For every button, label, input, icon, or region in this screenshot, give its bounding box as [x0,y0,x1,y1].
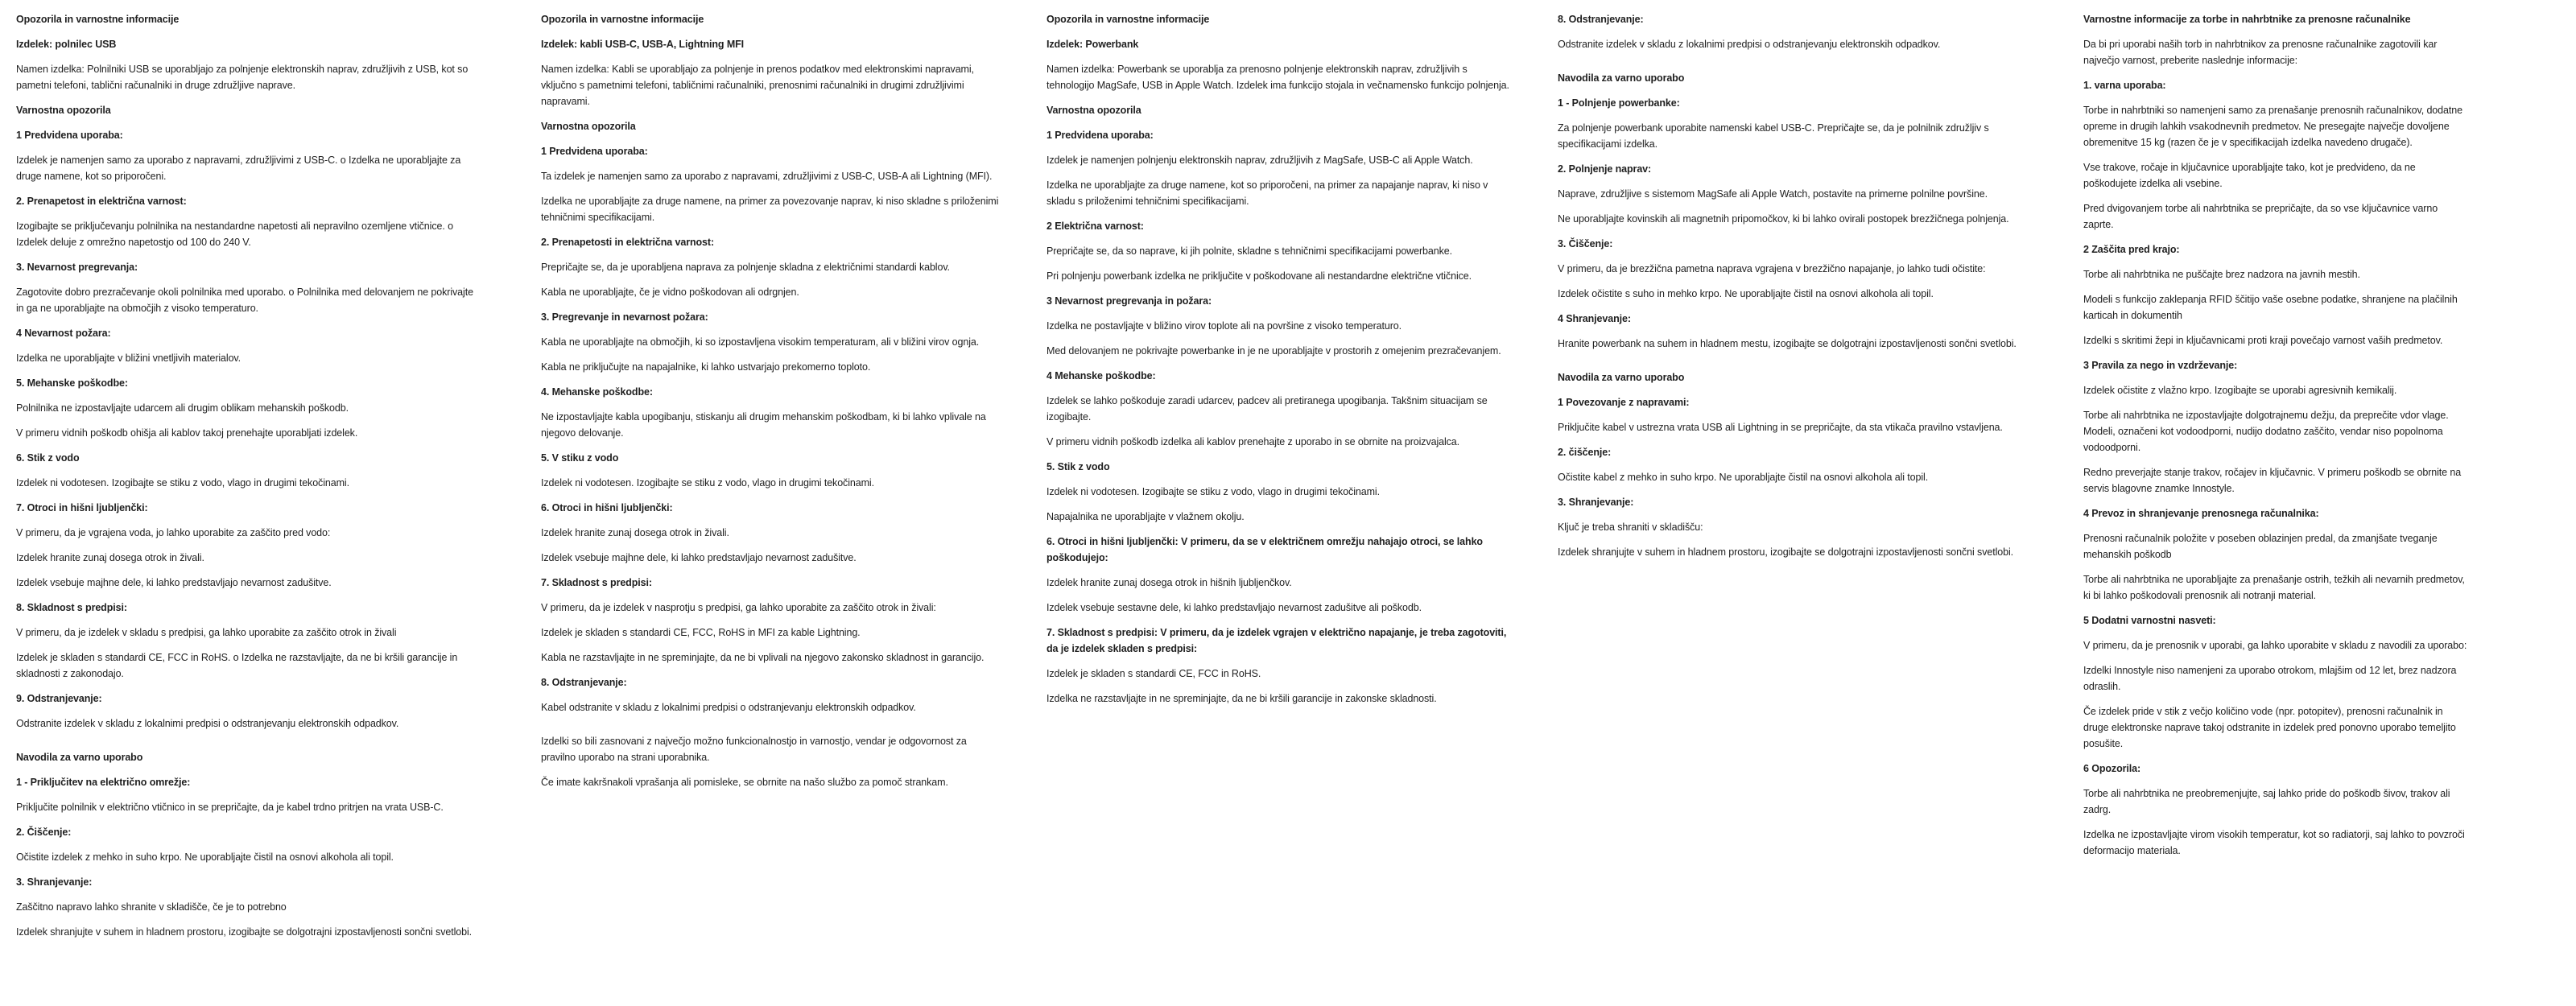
section-heading: 1 Predvidena uporaba: [1046,130,1154,141]
paragraph: Da bi pri uporabi naših torb in nahrbtnikov za prenosne računalnike zagotovili kar največjo varnost, preberite naslednje informacije: [2083,39,2438,66]
column-powerbank [1046,11,1509,715]
section-heading: 2. Čiščenje: [16,827,72,838]
section-heading: Izdelek: Powerbank [1046,39,1139,50]
paragraph: Izdelka ne izpostavljajte virom visokih temperatur, kot so radiatorji, saj lahko to povzroči deformacijo materiala. [2083,829,2465,856]
section-heading: Izdelek: kabli USB-C, USB-A, Lightning MFI [541,39,745,50]
paragraph: V primeru vidnih poškodb ohišja ali kablov takoj prenehajte uporabljati izdelek. [16,427,358,439]
paragraph: Izdelki Innostyle niso namenjeni za uporabo otrokom, mlajšim od 12 let, brez nadzora odraslih. [2083,665,2457,692]
section-heading: Navodila za varno uporabo [16,752,143,763]
section-heading: 5. Mehanske poškodbe: [16,377,128,389]
paragraph: Prepričajte se, da je uporabljena naprava za polnjenje skladna z električnimi standardi kablov. [541,262,950,273]
section-heading: 7. Skladnost s predpisi: [541,577,652,588]
paragraph: Odstranite izdelek v skladu z lokalnimi predpisi o odstranjevanju elektronskih odpadkov. [16,718,399,729]
section-heading: 1 - Polnjenje powerbanke: [1558,97,1680,109]
paragraph: Izdelek je skladen s standardi CE, FCC, RoHS in MFI za kable Lightning. [541,627,861,638]
paragraph: Izdelek shranjujte v suhem in hladnem prostoru, izogibajte se dolgotrajni izpostavljenosti sončni svetlobi. [1558,546,2014,558]
section-heading: 6 Opozorila: [2083,763,2141,774]
paragraph: Za polnjenje powerbank uporabite namenski kabel USB-C. Prepričajte se, da je polnilnik združljiv s specifikacijami izdelka. [1558,122,1989,150]
column-laptop-bags [2083,11,2468,868]
paragraph: Zagotovite dobro prezračevanje okoli polnilnika med uporabo. o Polnilnika med delovanjem ne pokrivajte in ga ne uporabljajte na območjih z visoko temperaturo. [16,287,473,314]
section-heading: 2. Prenapetosti in električna varnost: [541,237,715,248]
paragraph: Priključite kabel v ustrezna vrata USB ali Lightning in se prepričajte, da sta vtikača pravilno vstavljena. [1558,422,2003,433]
section-heading: Varnostna opozorila [541,121,636,132]
paragraph: Modeli s funkcijo zaklepanja RFID ščitijo vaše osebne podatke, shranjene na plačilnih karticah in dokumentih [2083,294,2458,321]
paragraph: Izdelki s skritimi žepi in ključavnicami proti kraji povečajo varnost vaših predmetov. [2083,335,2443,346]
paragraph: Izdelek se lahko poškoduje zaradi udarcev, padcev ali pretiranega upogibanja. Takšnim situacijam se izogibajte. [1046,395,1488,423]
paragraph: Ne uporabljajte kovinskih ali magnetnih pripomočkov, ki bi lahko ovirali postopek brezžičnega polnjenja. [1558,213,2009,225]
section-heading: 1 Predvidena uporaba: [16,130,123,141]
paragraph: Pred dvigovanjem torbe ali nahrbtnika se prepričajte, da so vse ključavnice varno zaprte. [2083,203,2438,230]
paragraph: Očistite izdelek z mehko in suho krpo. Ne uporabljajte čistil na osnovi alkohola ali topil. [16,851,394,863]
section-heading: Opozorila in varnostne informacije [541,14,704,25]
paragraph: Kabla ne uporabljajte, če je vidno poškodovan ali odrgnjen. [541,287,799,298]
paragraph: V primeru, da je izdelek v skladu s predpisi, ga lahko uporabite za zaščito otrok in živali [16,627,397,638]
section-heading: Opozorila in varnostne informacije [1046,14,1210,25]
section-heading: 6. Otroci in hišni ljubljenčki: V primeru, da se v električnem omrežju nahajajo otroci, se lahko poškodujejo: [1046,536,1483,563]
paragraph: Izdelek ni vodotesen. Izogibajte se stiku z vodo, vlago in drugimi tekočinami. [541,477,874,489]
section-heading: 4 Prevoz in shranjevanje prenosnega računalnika: [2083,508,2319,519]
section-heading: 7. Otroci in hišni ljubljenčki: [16,502,148,513]
paragraph: Prenosni računalnik položite v poseben oblazinjen predal, da zmanjšate tveganje mehanskih poškodb [2083,533,2438,560]
section-heading: 3. Shranjevanje: [16,876,93,888]
section-heading: 4 Shranjevanje: [1558,313,1631,324]
section-heading: 4 Nevarnost požara: [16,328,111,339]
section-heading: 2. Polnjenje naprav: [1558,163,1652,175]
section-heading: Navodila za varno uporabo [1558,72,1685,84]
paragraph: Zaščitno napravo lahko shranite v skladišče, če je to potrebno [16,901,287,913]
paragraph: Izdelek vsebuje sestavne dele, ki lahko predstavljajo nevarnost zadušitve ali poškodb. [1046,602,1422,613]
paragraph: Ključ je treba shraniti v skladišču: [1558,522,1703,533]
paragraph: Kabel odstranite v skladu z lokalnimi predpisi o odstranjevanju elektronskih odpadkov. [541,702,916,713]
paragraph: Izdelek vsebuje majhne dele, ki lahko predstavljajo nevarnost zadušitve. [541,552,857,563]
section-heading: 4 Mehanske poškodbe: [1046,370,1156,381]
section-heading: 2 Zaščita pred krajo: [2083,244,2180,255]
paragraph: Redno preverjajte stanje trakov, ročajev in ključavnic. V primeru poškodb se obrnite na servis blagovne znamke Innostyle. [2083,467,2462,494]
section-heading: Varnostna opozorila [1046,105,1141,116]
section-heading: 1 - Priključitev na električno omrežje: [16,777,191,788]
section-heading: 2. Prenapetost in električna varnost: [16,196,187,207]
paragraph: Izdelek očistite s suho in mehko krpo. Ne uporabljajte čistil na osnovi alkohola ali topil. [1558,288,1934,299]
paragraph: V primeru, da je vgrajena voda, jo lahko uporabite za zaščito pred vodo: [16,527,331,538]
section-heading: 3 Nevarnost pregrevanja in požara: [1046,295,1212,307]
paragraph: Če izdelek pride v stik z večjo količino vode (npr. potopitev), prenosni računalnik in druge elektronske naprave takoj odstranite in izdelek pred ponovno uporabo temeljito posušite. [2083,706,2456,749]
paragraph: Torbe ali nahrbtnika ne preobremenjujte, saj lahko pride do poškodb šivov, trakov ali zadrg. [2083,788,2450,815]
paragraph: Izdelki so bili zasnovani z največjo možno funkcionalnostjo in varnostjo, vendar je odgovornost za pravilno uporabo na strani uporabnika. [541,736,967,763]
paragraph: Izdelek ni vodotesen. Izogibajte se stiku z vodo, vlago in drugimi tekočinami. [1046,486,1380,497]
section-heading: 5 Dodatni varnostni nasveti: [2083,615,2216,626]
paragraph: Izdelka ne uporabljajte za druge namene, kot so priporočeni, na primer za napajanje naprav, ki niso v skladu s priloženimi tehničnimi specifikacijami. [1046,179,1488,207]
paragraph: Vse trakove, ročaje in ključavnice uporabljajte tako, kot je predvideno, da ne poškodujete izdelka ali vsebine. [2083,162,2416,189]
paragraph: Izogibajte se priključevanju polnilnika na nestandardne napetosti ali nepravilno ozemljene vtičnice. o Izdelek deluje z omrežno napetostjo od 100 do 240 V. [16,221,453,248]
column-charger [16,11,479,949]
paragraph: Torbe ali nahrbtnika ne puščajte brez nadzora na javnih mestih. [2083,269,2360,280]
paragraph: Torbe in nahrbtniki so namenjeni samo za prenašanje prenosnih računalnikov, dodatne opreme in drugih lahkih vsakodnevnih predmetov. Ne presegajte največje dovoljene obremenitve 15 kg (razen če je v specifikacijah izdelka navedeno drugače). [2083,105,2462,148]
section-heading: 1 Povezovanje z napravami: [1558,397,1690,408]
section-heading: Izdelek: polnilec USB [16,39,117,50]
section-heading: 8. Odstranjevanje: [1558,14,1644,25]
paragraph: Izdelka ne uporabljajte za druge namene, na primer za povezovanje naprav, ki niso skladne s priloženimi tehničnimi specifikacijami. [541,196,999,223]
section-heading: 2 Električna varnost: [1046,221,1144,232]
section-heading: 3 Pravila za nego in vzdrževanje: [2083,360,2238,371]
paragraph: Kabla ne uporabljajte na območjih, ki so izpostavljena visokim temperaturam, ali v bližini virov ognja. [541,336,980,348]
paragraph: Kabla ne priključujte na napajalnike, ki lahko ustvarjajo prekomerno toploto. [541,361,871,373]
paragraph: Napajalnika ne uporabljajte v vlažnem okolju. [1046,511,1245,522]
section-heading: 3. Shranjevanje: [1558,497,1634,508]
paragraph: Pri polnjenju powerbank izdelka ne priključite v poškodovane ali nestandardne električne vtičnice. [1046,270,1472,282]
paragraph: Izdelka ne razstavljajte in ne spreminjajte, da ne bi kršili garancije in zakonske skladnosti. [1046,693,1437,704]
section-heading: 7. Skladnost s predpisi: V primeru, da je izdelek vgrajen v električno napajanje, je treba zagotoviti, da je izdelek skladen s predpisi: [1046,627,1507,654]
section-heading: 3. Čiščenje: [1558,238,1613,249]
paragraph: Namen izdelka: Powerbank se uporablja za prenosno polnjenje elektronskih naprav, združljivih s tehnologijo MagSafe, USB in Apple Watch. Izdelek ima funkcijo stojala in večnamensko funkcijo polnjenja. [1046,64,1509,91]
section-heading: 8. Skladnost s predpisi: [16,602,127,613]
paragraph: Prepričajte se, da so naprave, ki jih polnite, skladne s tehničnimi specifikacijami powerbanke. [1046,245,1452,257]
paragraph: Odstranite izdelek v skladu z lokalnimi predpisi o odstranjevanju elektronskih odpadkov. [1558,39,1941,50]
paragraph: V primeru, da je izdelek v nasprotju s predpisi, ga lahko uporabite za zaščito otrok in živali: [541,602,936,613]
section-heading: 1 Predvidena uporaba: [541,146,648,157]
paragraph: Ta izdelek je namenjen samo za uporabo z napravami, združljivimi z USB-C, USB-A ali Lightning (MFI). [541,171,993,182]
paragraph: Namen izdelka: Kabli se uporabljajo za polnjenje in prenos podatkov med elektronskimi napravami, vključno s pametnimi telefoni, tabličnimi računalniki, prenosnimi računalniki in drugimi združljivimi napravami. [541,64,974,107]
section-heading: Varnostne informacije za torbe in nahrbtnike za prenosne računalnike [2083,14,2411,25]
paragraph: Izdelek je namenjen polnjenju elektronskih naprav, združljivih z MagSafe, USB-C ali Apple Watch. [1046,155,1473,166]
paragraph: Torbe ali nahrbtnika ne izpostavljajte dolgotrajnemu dežju, da preprečite vdor vlage. Modeli, označeni kot vodoodporni, nudijo dodatno zaščito, vendar niso popolnoma vodoodporni. [2083,410,2449,453]
paragraph: Izdelek očistite z vlažno krpo. Izogibajte se uporabi agresivnih kemikalij. [2083,385,2397,396]
section-heading: 2. čiščenje: [1558,447,1612,458]
paragraph: Naprave, združljive s sistemom MagSafe ali Apple Watch, postavite na primerne polnilne površine. [1558,188,1988,200]
paragraph: Izdelek hranite zunaj dosega otrok in živali. [16,552,204,563]
paragraph: Očistite kabel z mehko in suho krpo. Ne uporabljajte čistil na osnovi alkohola ali topil. [1558,472,1929,483]
paragraph: Izdelek vsebuje majhne dele, ki lahko predstavljajo nevarnost zadušitve. [16,577,332,588]
paragraph: Izdelek hranite zunaj dosega otrok in živali. [541,527,729,538]
section-heading: Navodila za varno uporabo [1558,372,1685,383]
paragraph: V primeru, da je prenosnik v uporabi, ga lahko uporabite v skladu z navodili za uporabo: [2083,640,2467,651]
paragraph: V primeru vidnih poškodb izdelka ali kablov prenehajte z uporabo in se obrnite na proizvajalca. [1046,436,1460,447]
paragraph: Ne izpostavljajte kabla upogibanju, stiskanju ali drugim mehanskim poškodbam, ki bi lahko vplivale na njegovo delovanje. [541,411,986,439]
paragraph: Namen izdelka: Polnilniki USB se uporabljajo za polnjenje elektronskih naprav, združljivih z USB, kot so pametni telefoni, tablični računalniki in druge združljive naprave. [16,64,469,91]
paragraph: Izdelka ne postavljajte v bližino virov toplote ali na površine z visoko temperaturo. [1046,320,1402,332]
paragraph: Med delovanjem ne pokrivajte powerbanke in je ne uporabljajte v prostorih z omejenim prezračevanjem. [1046,345,1501,357]
section-heading: 3. Pregrevanje in nevarnost požara: [541,311,708,323]
paragraph: Torbe ali nahrbtnika ne uporabljajte za prenašanje ostrih, težkih ali nevarnih predmetov, ki bi lahko poškodovali prenosnik ali notranji material. [2083,574,2465,601]
section-heading: 5. Stik z vodo [1046,461,1110,472]
column-powerbank-instructions [1558,11,2021,569]
paragraph: Izdelek hranite zunaj dosega otrok in hišnih ljubljenčkov. [1046,577,1292,588]
section-heading: 9. Odstranjevanje: [16,693,102,704]
paragraph: Izdelka ne uporabljajte v bližini vnetljivih materialov. [16,353,242,364]
paragraph: Izdelek je namenjen samo za uporabo z napravami, združljivimi z USB-C. o Izdelka ne uporabljajte za druge namene, kot so priporočeni. [16,155,461,182]
section-heading: 8. Odstranjevanje: [541,677,627,688]
paragraph: Priključite polnilnik v električno vtičnico in se prepričajte, da je kabel trdno pritrjen na vrata USB-C. [16,802,444,813]
column-cables [541,11,1004,799]
paragraph: Hranite powerbank na suhem in hladnem mestu, izogibajte se dolgotrajni izpostavljenosti sončni svetlobi. [1558,338,2017,349]
section-heading: Opozorila in varnostne informacije [16,14,180,25]
section-heading: 6. Stik z vodo [16,452,80,464]
paragraph: Izdelek shranjujte v suhem in hladnem prostoru, izogibajte se dolgotrajni izpostavljenosti sončni svetlobi. [16,926,473,938]
paragraph: Izdelek je skladen s standardi CE, FCC in RoHS. [1046,668,1261,679]
paragraph: Polnilnika ne izpostavljajte udarcem ali drugim oblikam mehanskih poškodb. [16,402,349,414]
section-heading: 1. varna uporaba: [2083,80,2166,91]
paragraph: V primeru, da je brezžična pametna naprava vgrajena v brezžično napajanje, jo lahko tudi očistite: [1558,263,1986,274]
section-heading: 3. Nevarnost pregrevanja: [16,262,138,273]
section-heading: 6. Otroci in hišni ljubljenčki: [541,502,673,513]
paragraph: Če imate kakršnakoli vprašanja ali pomisleke, se obrnite na našo službo za pomoč strankam. [541,777,948,788]
section-heading: Varnostna opozorila [16,105,111,116]
paragraph: Izdelek je skladen s standardi CE, FCC in RoHS. o Izdelka ne razstavljajte, da ne bi kršili garancije in skladnosti z zakonodajo. [16,652,458,679]
section-heading: 4. Mehanske poškodbe: [541,386,653,398]
section-heading: 5. V stiku z vodo [541,452,619,464]
paragraph: Kabla ne razstavljajte in ne spreminjajte, da ne bi vplivali na njegovo zakonsko skladnost in garancijo. [541,652,985,663]
paragraph: Izdelek ni vodotesen. Izogibajte se stiku z vodo, vlago in drugimi tekočinami. [16,477,349,489]
